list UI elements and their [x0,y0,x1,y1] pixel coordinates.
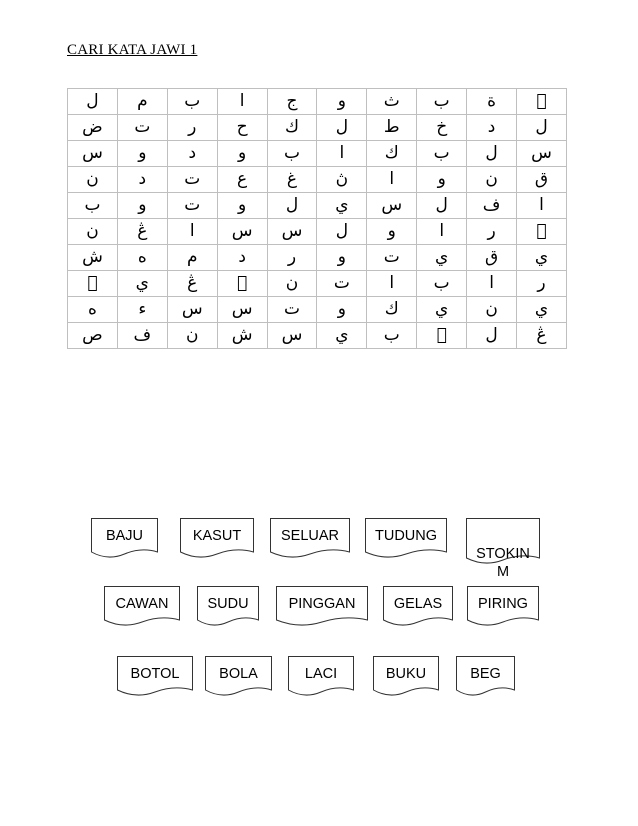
grid-cell: ك [367,141,417,167]
grid-cell: غ [267,167,317,193]
grid-row [68,245,567,271]
grid-cell: ن [467,167,517,193]
grid-cell: و [317,297,367,323]
grid-cell: ا [217,89,267,115]
word-label: LACI [304,666,338,682]
grid-cell: ي [117,271,167,297]
grid-cell: ت [317,271,367,297]
grid-cell: س [167,297,217,323]
grid-cell: س [267,323,317,349]
word-card [270,518,350,552]
grid-cell [517,219,567,245]
grid-cell: ي [317,193,367,219]
word-label: KASUT [192,528,242,544]
grid-cell: ل [317,115,367,141]
grid-cell: و [367,219,417,245]
card-wave-edge [467,617,539,629]
grid-row [68,89,567,115]
grid-cell: ت [167,167,217,193]
grid-cell: ڠ [517,323,567,349]
grid-cell: ب [68,193,118,219]
grid-row [68,167,567,193]
grid-cell: ا [517,193,567,219]
word-card [373,656,439,690]
card-wave-edge [276,617,368,629]
grid-cell: ڠ [117,219,167,245]
grid-cell: د [217,245,267,271]
word-card [104,586,180,620]
grid-cell: ل [517,115,567,141]
word-label: STOKIN M [476,546,530,580]
grid-cell: و [317,89,367,115]
grid-cell: ن [68,219,118,245]
card-wave-edge [383,617,453,629]
card-wave-edge [91,549,158,561]
grid-cell: ر [517,271,567,297]
grid-cell: س [217,297,267,323]
grid-cell: ر [267,245,317,271]
word-label: BOTOL [130,666,180,682]
grid-cell: ا [467,271,517,297]
grid-cell: ت [117,115,167,141]
grid-cell: و [217,193,267,219]
grid-cell: ي [517,297,567,323]
grid-cell: خ [417,115,467,141]
grid-cell: م [117,89,167,115]
grid-cell: س [267,219,317,245]
grid-cell: ا [317,141,367,167]
grid-cell: ق [517,167,567,193]
grid-cell: د [467,115,517,141]
word-label: TUDUNG [374,528,438,544]
word-card [365,518,447,552]
grid-cell: س [217,219,267,245]
word-label: BOLA [219,666,258,682]
grid-cell: د [117,167,167,193]
grid-cell: ب [167,89,217,115]
grid-cell: ط [367,115,417,141]
card-wave-edge [180,549,254,561]
grid-cell: ل [267,193,317,219]
grid-cell: ش [68,245,118,271]
grid-cell: ب [367,323,417,349]
word-card [91,518,158,552]
word-label: CAWAN [115,596,169,612]
grid-cell: س [367,193,417,219]
grid-cell: ه [68,297,118,323]
grid-cell [217,271,267,297]
grid-cell: ل [467,323,517,349]
grid-cell: ف [117,323,167,349]
grid-row [68,115,567,141]
grid-row [68,323,567,349]
word-card [466,518,540,580]
card-wave-edge [205,687,272,699]
card-wave-edge [104,617,180,629]
word-label: PIRING [478,596,528,612]
grid-row [68,219,567,245]
grid-cell [517,89,567,115]
grid-row [68,141,567,167]
grid-cell: ڽ [317,167,367,193]
grid-cell: ع [217,167,267,193]
word-card [383,586,453,620]
card-wave-edge [288,687,354,699]
grid-cell: ك [367,297,417,323]
card-wave-edge [456,687,515,699]
word-search-grid [67,88,567,349]
word-card [117,656,193,690]
grid-cell: ا [367,271,417,297]
grid-cell: ض [68,115,118,141]
grid-cell: و [117,193,167,219]
grid-cell: ا [367,167,417,193]
grid-row [68,297,567,323]
grid-cell: و [317,245,367,271]
word-label: BEG [470,666,501,682]
grid-row [68,271,567,297]
grid-cell: ه [117,245,167,271]
card-wave-edge [197,617,259,629]
grid-cell [68,271,118,297]
card-wave-edge [365,549,447,561]
grid-row [68,193,567,219]
grid-cell: ء [117,297,167,323]
word-card [180,518,254,552]
grid-cell: ل [317,219,367,245]
word-card [288,656,354,690]
grid-cell: ب [267,141,317,167]
grid-cell: ي [417,245,467,271]
grid-cell: ن [167,323,217,349]
word-card [276,586,368,620]
grid-cell: و [217,141,267,167]
grid-cell: ت [267,297,317,323]
grid-cell: ي [517,245,567,271]
grid-cell: ي [317,323,367,349]
worksheet-title: CARI KATA JAWI 1 [67,42,198,58]
grid-cell: د [167,141,217,167]
grid-cell: ا [417,219,467,245]
grid-cell: ة [467,89,517,115]
grid-cell: ث [367,89,417,115]
grid-cell [417,323,467,349]
grid-cell: ا [167,219,217,245]
grid-cell: ل [467,141,517,167]
grid-cell: ر [167,115,217,141]
grid-cell: ي [417,297,467,323]
grid-cell: ن [68,167,118,193]
word-card [205,656,272,690]
grid-cell: ص [68,323,118,349]
grid-cell: و [117,141,167,167]
word-label: SELUAR [280,528,340,544]
grid-cell: ت [167,193,217,219]
grid-cell: ل [68,89,118,115]
grid-cell: ن [267,271,317,297]
card-wave-edge [117,687,193,699]
grid-cell: س [517,141,567,167]
word-label: BAJU [105,528,144,544]
grid-cell: ق [467,245,517,271]
grid-cell: ح [217,115,267,141]
grid-cell: ك [267,115,317,141]
word-card [467,586,539,620]
grid-cell: ن [467,297,517,323]
word-label: SUDU [207,596,249,612]
grid-cell: ج [267,89,317,115]
grid-cell: ر [467,219,517,245]
word-card [456,656,515,690]
grid-cell: و [417,167,467,193]
grid-cell: ب [417,271,467,297]
word-label: PINGGAN [288,596,356,612]
word-card [197,586,259,620]
grid-cell: ف [467,193,517,219]
grid-cell: ب [417,141,467,167]
grid-cell: ش [217,323,267,349]
grid-cell: ت [367,245,417,271]
grid-cell: س [68,141,118,167]
grid-cell: م [167,245,217,271]
grid-cell: ب [417,89,467,115]
word-label: BUKU [385,666,427,682]
card-wave-edge [373,687,439,699]
card-wave-edge [270,549,350,561]
word-label: GELAS [393,596,443,612]
grid-cell: ل [417,193,467,219]
grid-cell: ڠ [167,271,217,297]
